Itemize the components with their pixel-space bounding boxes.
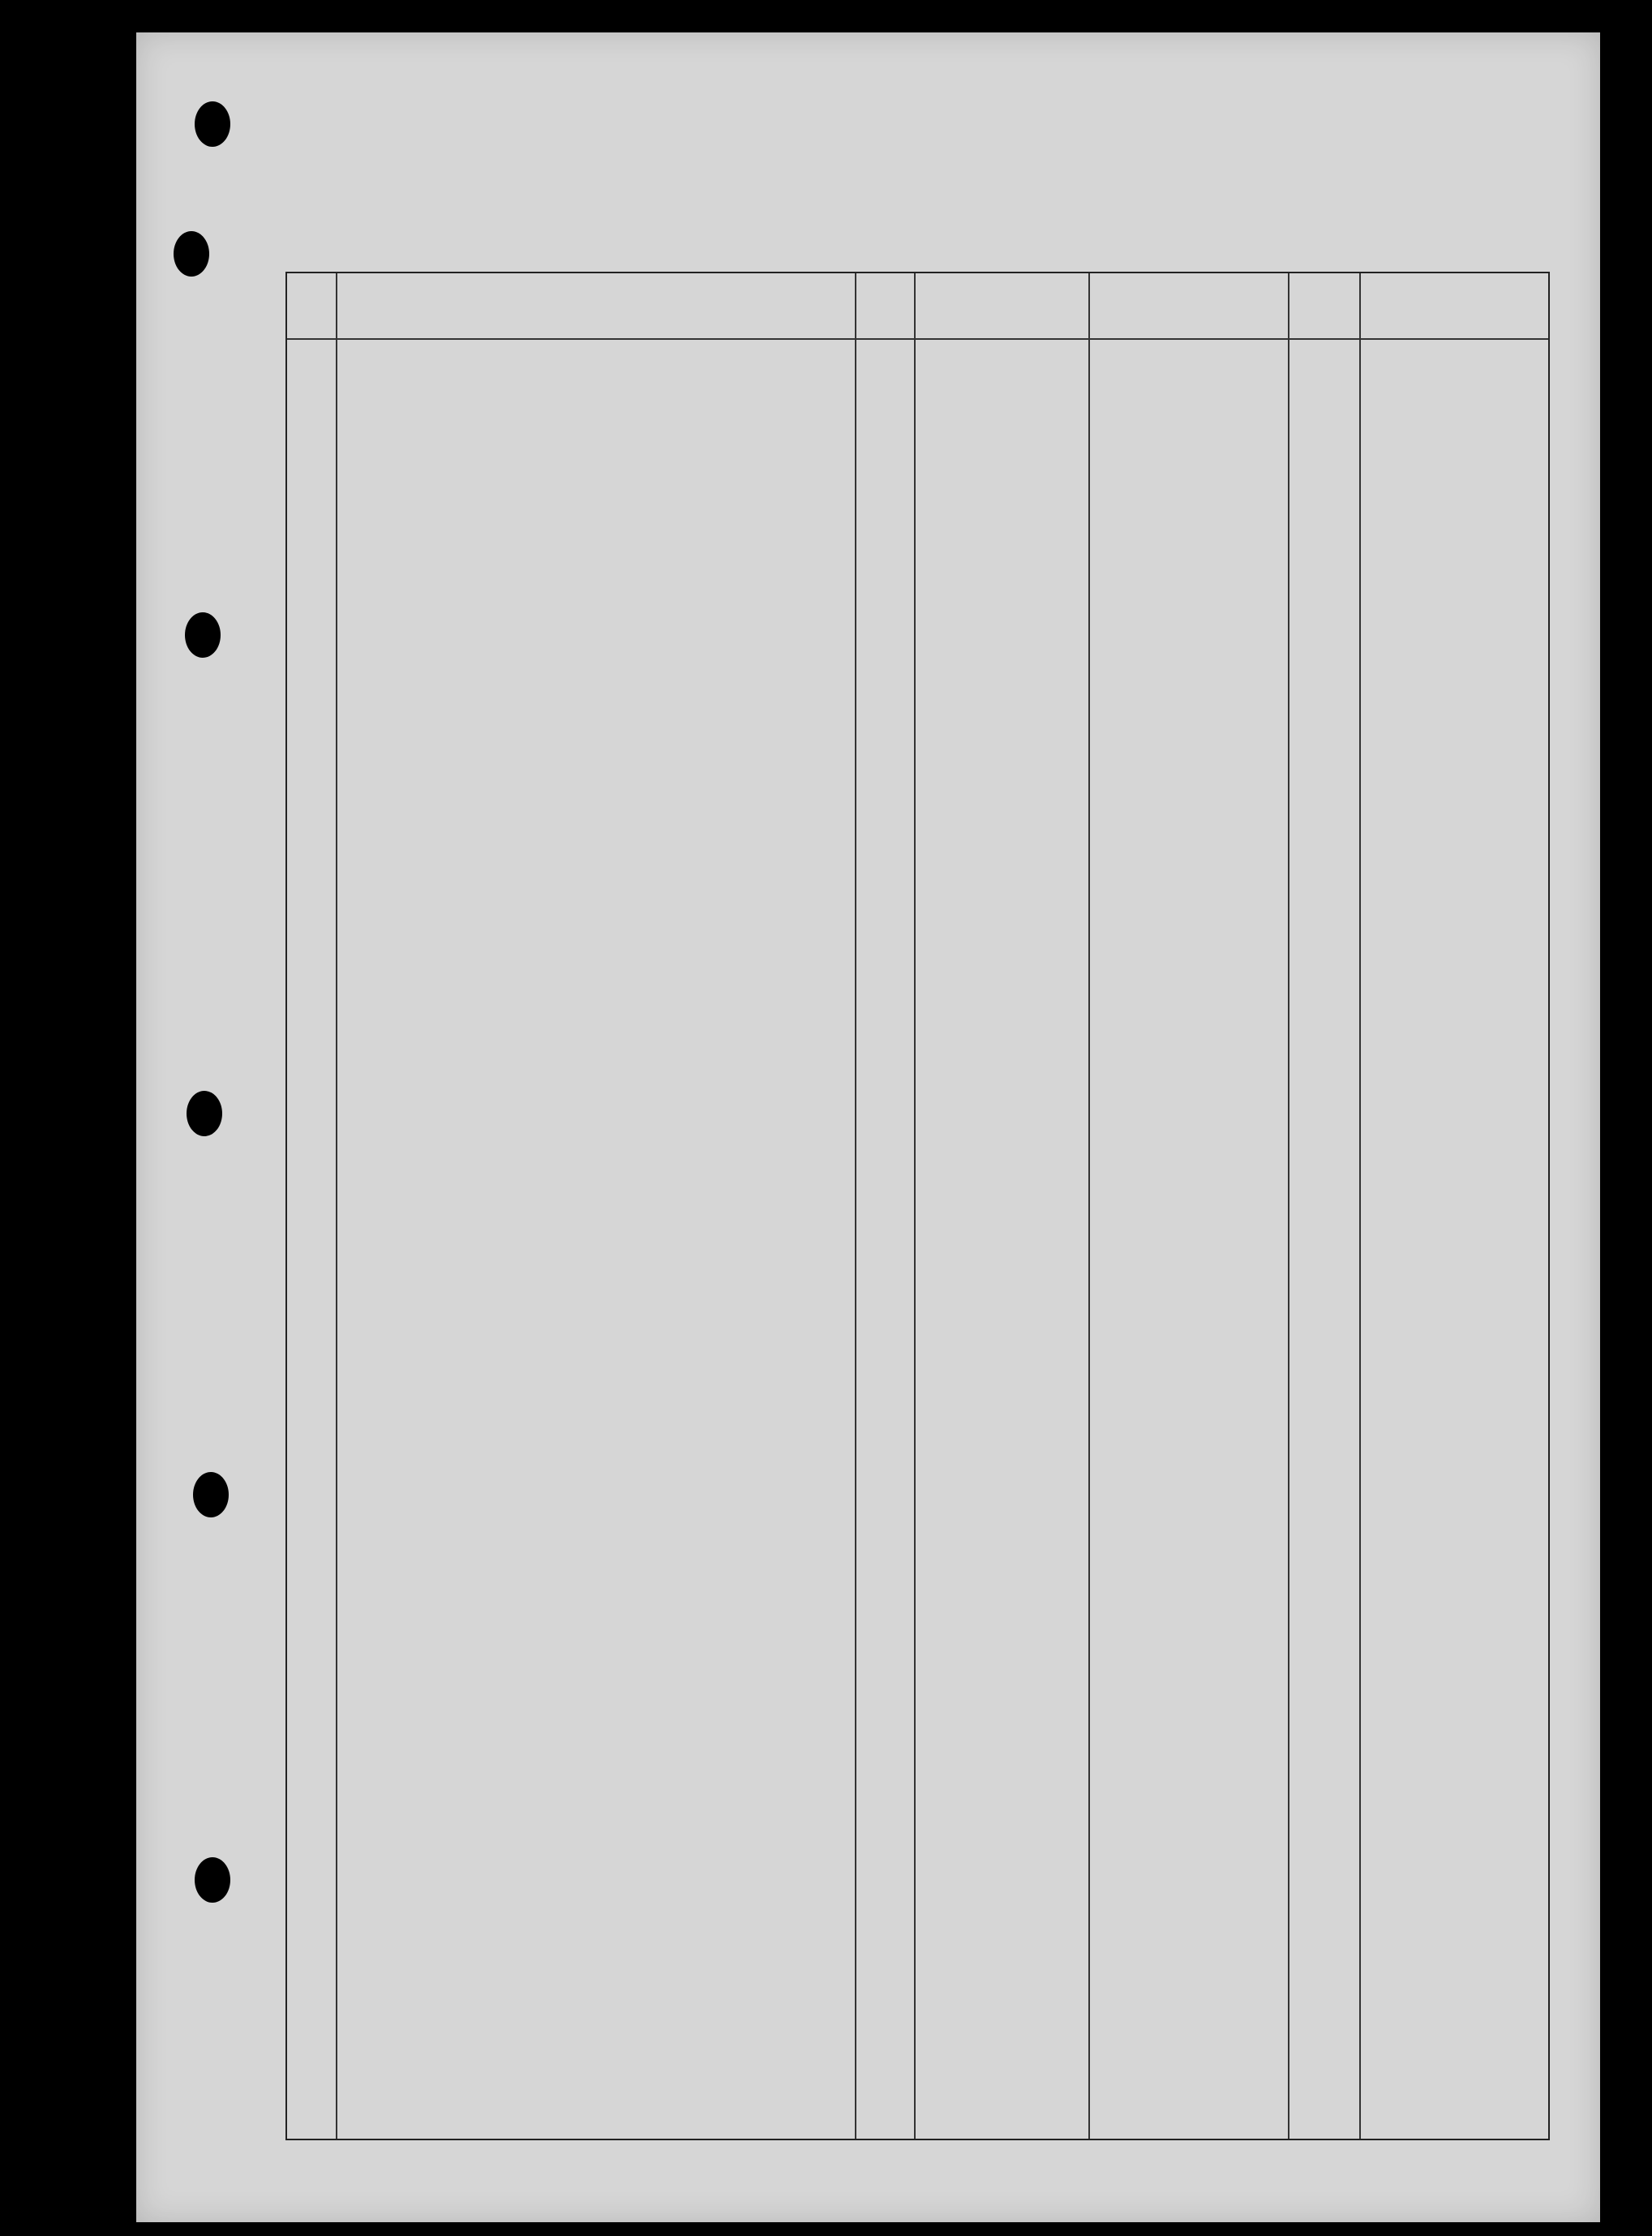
punch-hole: [187, 1091, 222, 1136]
punch-hole: [195, 101, 230, 147]
punch-hole: [193, 1472, 229, 1517]
punch-hole: [174, 231, 209, 277]
punch-hole: [185, 612, 221, 658]
punch-hole: [195, 1857, 230, 1903]
manifest-table: [285, 272, 1550, 2140]
